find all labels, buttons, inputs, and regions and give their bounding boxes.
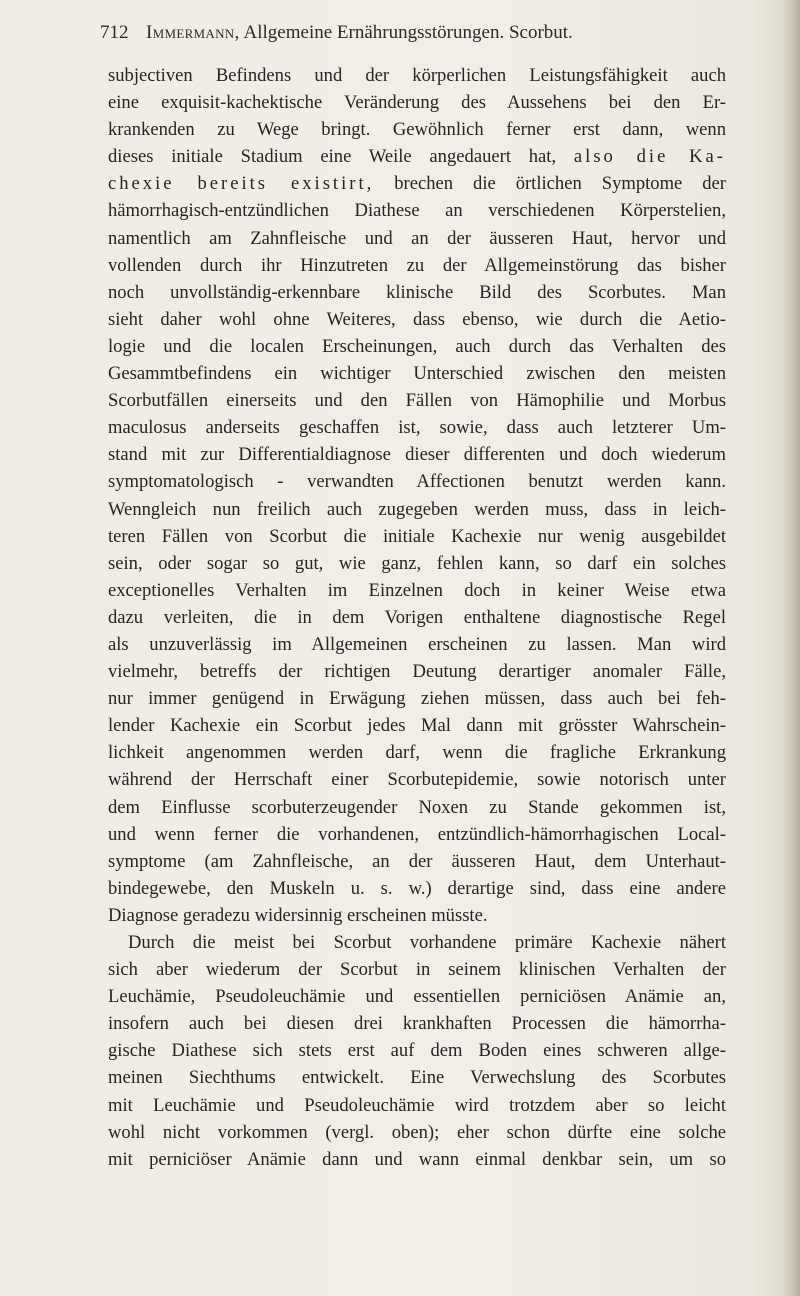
text-line: [108, 441, 726, 468]
text-span: meinen Siechthums entwickelt. Eine Verwechslung des Scorbutes: [108, 1067, 726, 1089]
text-span: sich aber wiederum der Scorbut in seinem klinischen Verhalten der: [108, 959, 726, 981]
text-line: [108, 902, 726, 929]
text-span: bindegewebe, den Muskeln u. s. w.) derartige sind, dass eine andere: [108, 877, 726, 899]
text-line: [108, 685, 726, 712]
text-span: mit perniciöser Anämie dann und wann einmal denkbar sein, um so: [108, 1148, 726, 1170]
text-line: [108, 766, 726, 793]
text-line: [108, 1119, 726, 1146]
text-line: [108, 577, 726, 604]
text-span: vollenden durch ihr Hinzutreten zu der Allgemeinstörung das bisher: [108, 254, 726, 276]
text-span: krankenden zu Wege bringt. Gewöhnlich ferner erst dann, wenn: [108, 119, 726, 141]
text-span: wohl nicht vorkommen (vergl. oben); eher schon dürfte eine solche: [108, 1121, 726, 1143]
text-span: gische Diathese sich stets erst auf dem Boden eines schweren allge-: [108, 1040, 726, 1062]
text-line: [108, 387, 726, 414]
text-span: brechen die örtlichen Symptome der: [394, 173, 726, 195]
text-span: hämorrhagisch-entzündlichen Diathese an verschiedenen Körperstelien,: [108, 200, 726, 222]
text-line: [108, 116, 726, 143]
text-line: [108, 62, 726, 89]
text-span: und wenn ferner die vorhandenen, entzündlich-hämorrhagischen Local-: [108, 823, 726, 845]
text-span: subjectiven Befindens und der körperlichen Leistungsfähigkeit auch: [108, 65, 726, 86]
text-span: symptome (am Zahnfleische, an der äusseren Haut, dem Unterhaut-: [108, 850, 726, 872]
text-line: [108, 550, 726, 577]
text-line: [108, 712, 726, 739]
text-line: [108, 333, 726, 360]
text-line: [108, 983, 726, 1010]
text-line: [108, 468, 726, 495]
text-line: [108, 739, 726, 766]
text-line: [108, 1037, 726, 1064]
text-span: dem Einflusse scorbuterzeugender Noxen zu Stande gekommen ist,: [108, 796, 726, 818]
text-span: exceptionelles Verhalten im Einzelnen doch in keiner Weise etwa: [108, 579, 726, 601]
running-head-author: Immermann,: [146, 22, 240, 43]
text-span: namentlich am Zahnfleische und an der äusseren Haut, hervor und: [108, 227, 726, 249]
text-line: [108, 929, 726, 956]
text-span: nur immer genügend in Erwägung ziehen müssen, dass auch bei feh-: [108, 688, 726, 710]
text-span: Diagnose geradezu widersinnig erscheinen müsste.: [108, 904, 488, 926]
text-span: stand mit zur Differentialdiagnose dieser differenten und doch wiederum: [108, 444, 726, 466]
text-span: lichkeit angenommen werden darf, wenn die fragliche Erkrankung: [108, 742, 726, 764]
text-line: [108, 631, 726, 658]
text-line: [108, 414, 726, 441]
text-span: teren Fällen von Scorbut die initiale Kachexie nur wenig ausgebildet: [108, 525, 726, 547]
text-span: als unzuverlässig im Allgemeinen erscheinen zu lassen. Man wird: [108, 633, 726, 655]
text-line: [108, 143, 726, 170]
text-line: [108, 875, 726, 902]
page-edge-shadow: [782, 0, 800, 1296]
text-span: lender Kachexie ein Scorbut jedes Mal dann mit grösster Wahrschein-: [108, 715, 726, 737]
text-line: [108, 604, 726, 631]
text-span: logie und die localen Erscheinungen, auch durch das Verhalten des: [108, 335, 726, 357]
text-span: vielmehr, betreffs der richtigen Deutung derartiger anomaler Fälle,: [108, 661, 726, 683]
text-span: symptomatologisch - verwandten Affectionen benutzt werden kann.: [108, 471, 726, 493]
text-span: sein, oder sogar so gut, wie ganz, fehlen kann, so darf ein solches: [108, 552, 726, 574]
text-span: mit Leuchämie und Pseudoleuchämie wird trotzdem aber so leicht: [108, 1094, 726, 1116]
running-head-title: Allgemeine Ernährungsstörungen. Scorbut.: [243, 22, 573, 43]
page-number: 712: [100, 22, 129, 43]
text-span: Leuchämie, Pseudoleuchämie und essentiellen perniciösen Anämie an,: [108, 986, 726, 1008]
running-head: [100, 22, 720, 52]
text-line: [108, 170, 726, 197]
text-span: insofern auch bei diesen drei krankhaften Processen die hämorrha-: [108, 1013, 726, 1035]
text-span: eine exquisit-kachektische Veränderung des Aussehens bei den Er-: [108, 92, 726, 114]
text-line: [108, 279, 726, 306]
text-span: maculosus anderseits geschaffen ist, sowie, dass auch letzterer Um-: [108, 417, 726, 439]
text-line: [108, 197, 726, 224]
text-span: noch unvollständig-erkennbare klinische Bild des Scorbutes. Man: [108, 281, 726, 303]
text-line: [108, 1064, 726, 1091]
text-line: [108, 956, 726, 983]
text-line: [108, 1010, 726, 1037]
text-line: [108, 89, 726, 116]
text-line: [108, 848, 726, 875]
text-span: Wenngleich nun freilich auch zugegeben werden muss, dass in leich-: [108, 498, 726, 520]
text-line: [108, 821, 726, 848]
emphasized-text: chexie bereits existirt,: [108, 173, 375, 195]
text-span: dieses initiale Stadium eine Weile angedauert hat,: [108, 146, 557, 168]
text-line: [108, 1092, 726, 1119]
text-span: während der Herrschaft einer Scorbutepidemie, sowie notorisch unter: [108, 769, 726, 791]
text-line: [108, 1146, 726, 1173]
text-line: [108, 360, 726, 387]
text-span: Durch die meist bei Scorbut vorhandene primäre Kachexie nähert: [128, 932, 726, 953]
emphasized-text: also die Ka-: [573, 146, 726, 168]
text-line: [108, 658, 726, 685]
text-line: [108, 523, 726, 550]
body-text: [108, 62, 726, 1173]
text-span: dazu verleiten, die in dem Vorigen enthaltene diagnostische Regel: [108, 606, 726, 628]
text-line: [108, 306, 726, 333]
text-span: sieht daher wohl ohne Weiteres, dass ebenso, wie durch die Aetio-: [108, 308, 726, 330]
text-span: Scorbutfällen einerseits und den Fällen von Hämophilie und Morbus: [108, 390, 726, 412]
text-line: [108, 496, 726, 523]
text-line: [108, 252, 726, 279]
text-line: [108, 225, 726, 252]
text-span: Gesammtbefindens ein wichtiger Unterschied zwischen den meisten: [108, 363, 726, 385]
text-line: [108, 794, 726, 821]
